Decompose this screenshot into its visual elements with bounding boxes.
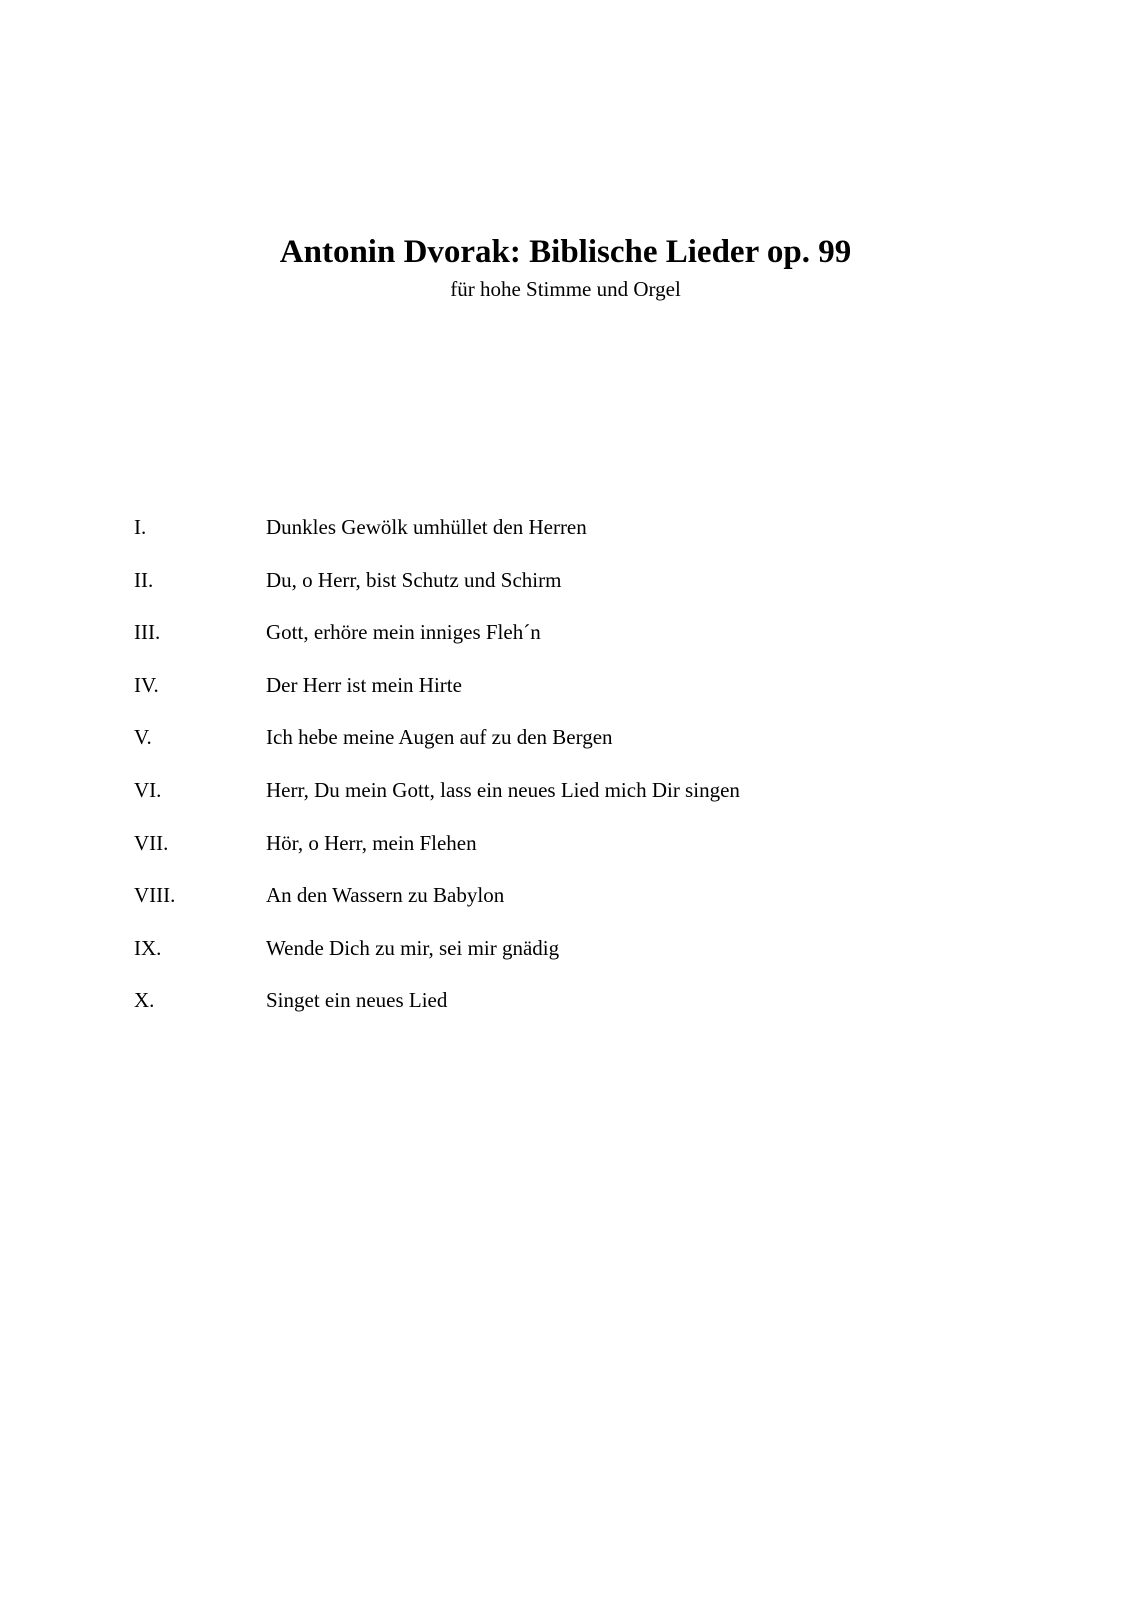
song-title: Wende Dich zu mir, sei mir gnädig	[266, 935, 560, 960]
song-number: V.	[134, 725, 152, 750]
page-title: Antonin Dvorak: Biblische Lieder op. 99	[279, 234, 852, 270]
song-number: I.	[134, 515, 147, 539]
song-title: Herr, Du mein Gott, lass ein neues Lied mich Dir singen	[266, 777, 740, 802]
song-number: VIII.	[134, 883, 176, 908]
song-number: IX.	[134, 935, 162, 960]
song-title: Du, o Herr, bist Schutz und Schirm	[266, 567, 562, 592]
song-number: II.	[134, 567, 154, 592]
song-title: Hör, o Herr, mein Flehen	[266, 830, 477, 855]
page-subtitle: für hohe Stimme und Orgel	[450, 277, 681, 301]
song-number: IV.	[134, 672, 159, 697]
song-title: Ich hebe meine Augen auf zu den Bergen	[266, 725, 613, 750]
song-number: X.	[134, 988, 155, 1013]
song-number: VII.	[134, 830, 169, 855]
song-number: III.	[134, 620, 161, 645]
song-title: Gott, erhöre mein inniges Fleh´n	[266, 620, 541, 645]
song-title: Dunkles Gewölk umhüllet den Herren	[266, 515, 587, 539]
song-number: VI.	[134, 777, 162, 802]
song-title: Der Herr ist mein Hirte	[266, 672, 462, 697]
song-title: An den Wassern zu Babylon	[266, 883, 505, 908]
song-title: Singet ein neues Lied	[266, 988, 448, 1013]
